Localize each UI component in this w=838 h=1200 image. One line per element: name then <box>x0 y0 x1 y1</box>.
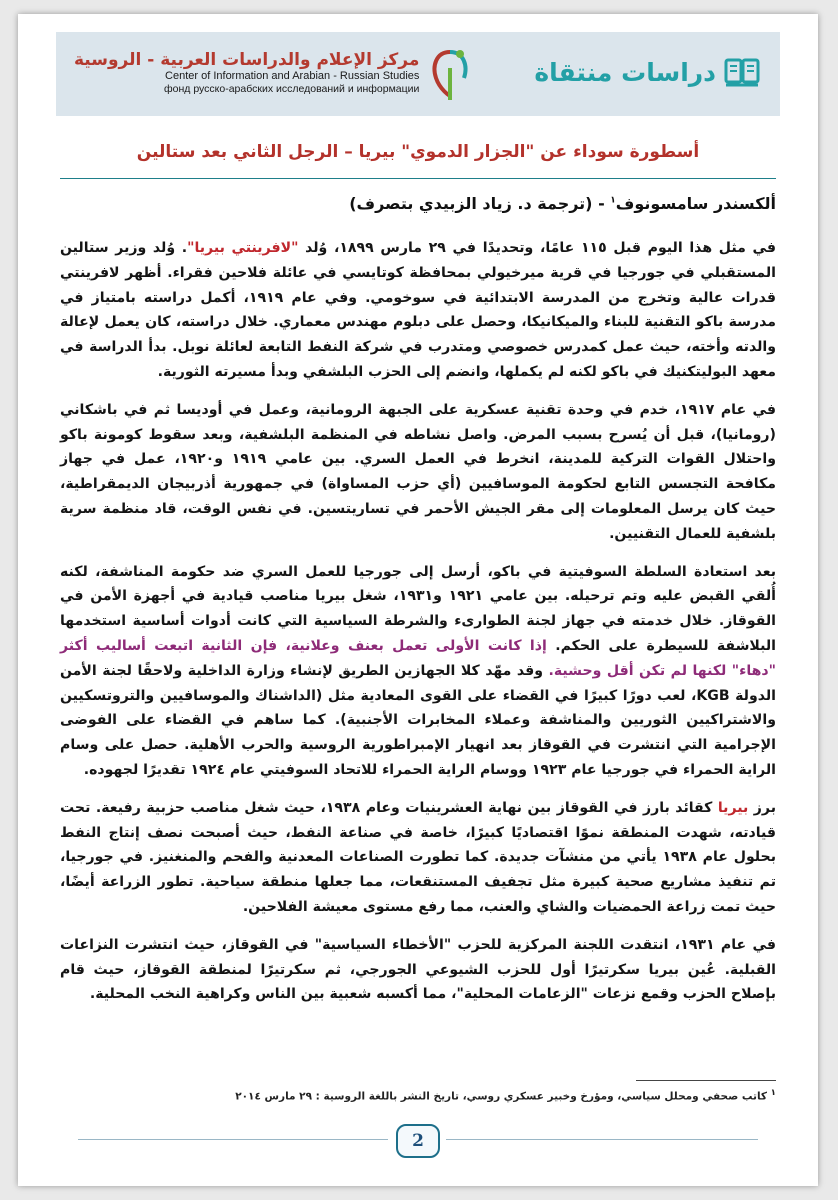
article-body <box>60 236 776 1020</box>
author-name: ألكسندر سامسونوف <box>615 194 776 213</box>
page-number-rule-right <box>446 1139 758 1140</box>
center-name-russian: фонд русско-арабских исследований и информации <box>164 83 420 96</box>
paragraph-3-text-a: بعد استعادة السلطة السوفيتية في باكو، أرسل إلى جورجيا للعمل السري ضد حكومة المناشفة، لكنه أُلقي القبض عليه وتم ترحيله. بين عامي ١٩٢١ و١٩٣١، شغل بيريا مناصب قيادية في أجهزة الأمن في القوقاز. خلال خدمته في جهاز لجنة الطوارىء والشرطة السياسية التي كانت أدوات أساسية استخدمها البلاشفة للسيطرة على الحكم. <box>60 563 777 654</box>
paragraph-3 <box>60 560 776 783</box>
center-logo-icon <box>427 44 473 102</box>
footnote <box>60 1088 776 1103</box>
center-name-english: Center of Information and Arabian - Russian Studies <box>165 70 420 83</box>
center-name-arabic: مركز الإعلام والدراسات العربية - الروسية <box>74 49 420 70</box>
paragraph-1-text-a: في مثل هذا اليوم قبل ١١٥ عامًا، وتحديدًا في ٢٩ مارس ١٨٩٩، وُلد <box>298 240 776 256</box>
center-name-block <box>74 51 419 95</box>
page-number: 2 <box>396 1124 440 1158</box>
paragraph-2: في عام ١٩١٧، خدم في وحدة تقنية عسكرية على الجبهة الرومانية، وعمل في أوديسا ثم في باشكاني (رومانيا)، قبل أن يُسرح بسبب المرض. واصل نشاطه في المنظمة البلشفية، وبعد سقوط كومونة باكو واحتلال القوات التركية للمدينة، انخرط في العمل السري. بين عامي ١٩١٩ و١٩٢٠، عمل في جهاز مكافحة التجسس التابع لحكومة الموسافيين (أي حزب المساواة) في جمهورية أذربيجان الديمقراطية، حيث كان يرسل المعلومات إلى مقر الجيش الأحمر في تساريتسين. في نفس الوقت، قاد منظمة سرية بلشفية للعمال التقنيين. <box>60 401 776 542</box>
highlight-name: بيريا <box>717 799 749 816</box>
footnote-mark: ١ <box>770 1088 776 1098</box>
title-divider <box>60 178 776 179</box>
page-header <box>56 32 780 116</box>
book-icon <box>722 52 762 92</box>
paragraph-1-text-b: . وُلد وزير ستالين المستقبلي في جورجيا في قرية ميرخيولي بمحافظة كوتايسي في عائلة فلاحين فقراء. أظهر لافرينتي قدرات عالية وتخرج من المدرسة الابتدائية في سوخومي. وفي عام ١٩١٩، أكمل دراسته بامتياز في مدرسة باكو التقنية للبناء والميكانيكا، وحصل على دبلوم مهندس معماري. خلال دراسته، كان يعمل لإعالة والدته وأخته، حيث عمل كمدرس خصوصي ومتدرب في شركة النفط التابعة لعائلة نوبل. بدأ الدراسة في معهد البوليتكنيك في باكو لكنه لم يكملها، وانضم إلى الحزب البلشفي وبدأ مسيرته الثورية. <box>60 240 776 380</box>
author-footnote-mark: ١ <box>610 195 616 206</box>
highlight-name: "لافرينتي بيريا" <box>187 240 299 256</box>
emphasis-sentence: إذا كانت الأولى تعمل بعنف وعلانية، فإن الثانية اتبعت أساليب أكثر "دهاء" لكنها لم تكن أقل وحشية. <box>60 637 776 679</box>
translator-credit: - (ترجمة د. زياد الزبيدي بتصرف) <box>349 194 611 213</box>
page-number-rule-left <box>78 1139 388 1140</box>
footnote-text: كاتب صحفي ومحلل سياسي، ومؤرخ وخبير عسكري روسي، تاريخ النشر باللغة الروسية : ٢٩ مارس ٢٠١٤ <box>235 1090 771 1103</box>
paragraph-4-text-b: كقائد بارز في القوقاز بين نهاية العشرينيات وعام ١٩٣٨، حيث شغل مناصب حزبية رفيعة. تحت قيادته، شهدت المنطقة نموًا اقتصاديًا كبيرًا، خاصة في صناعة النفط، حيث أصبحت نصف إنتاج النفط بحلول عام ١٩٣٨ يأتي من منشآت جديدة. كما تطورت الصناعات المعدنية والفحم والمنغنيز. في جورجيا، تم تنفيذ مشاريع صحية كبيرة مثل تجفيف المستنقعات، مما جعلها منطقة سياحية. تطور الزراعة أيضًا، حيث تمت زراعة الحمضيات والشاي والعنب، مما رفع مستوى معيشة الفلاحين. <box>60 799 776 915</box>
footnote-divider <box>636 1080 776 1081</box>
series-brand <box>534 52 762 92</box>
paragraph-4-text-a: برز <box>748 799 776 816</box>
paragraph-3-text-b: وقد مهّد كلا الجهازين الطريق لإنشاء وزارة الداخلية ولاحقًا لجنة الأمن الدولة KGB، لعب دورًا كبيرًا في القضاء على القوى المعادية مثل (الداشناك والموسافيين والتروتسكيين والاشتراكيين الثوريين والمناشفة وعملاء المخابرات الأجنبية). كما ساهم في القضاء على الفوضى الإجرامية التي انتشرت في القوقاز بعد انهيار الإمبراطورية الروسية والحرب الأهلية. حصل على وسام الراية الحمراء في جورجيا عام ١٩٢٣ ووسام الراية الحمراء للاتحاد السوفيتي عام ١٩٢٤ تقديرًا لجهوده. <box>60 662 776 778</box>
paragraph-5: في عام ١٩٣١، انتقدت اللجنة المركزية للحزب "الأخطاء السياسية" في القوقاز، حيث انتشرت النزاعات القبلية. عُين بيريا سكرتيرًا أول للحزب الشيوعي الجورجي، ثم سكرتيرًا لمنطقة القوقاز، حيث قام بإصلاح الحزب وقمع نزعات "الزعامات المحلية"، مما أكسبه شعبية بين الناس وكراهية النخب المحلية. <box>60 936 776 1003</box>
article-byline <box>60 194 776 213</box>
document-page <box>18 14 818 1186</box>
paragraph-4 <box>60 796 776 920</box>
paragraph-1 <box>60 236 776 385</box>
series-name: دراسات منتقاة <box>534 57 716 87</box>
center-branding <box>74 44 473 102</box>
article-title: أسطورة سوداء عن "الجزار الدموي" بيريا – الرجل الثاني بعد ستالين <box>136 142 700 162</box>
